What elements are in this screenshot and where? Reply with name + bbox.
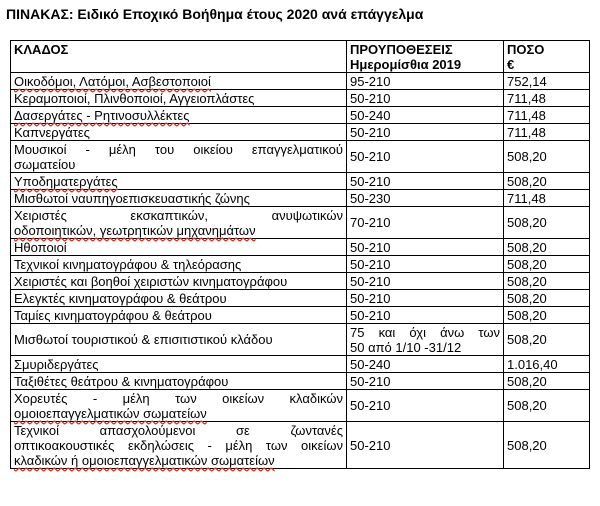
amount-cell: 1.016,40 — [504, 356, 590, 373]
sector-cell: Υποδηματεργάτες — [11, 173, 347, 190]
benefits-table — [10, 40, 590, 469]
conditions-cell: 50-210 — [347, 256, 504, 273]
table-row — [11, 356, 590, 373]
conditions-cell: 95-210 — [347, 73, 504, 90]
conditions-cell: 75 και όχι άνω των 50 από 1/10 -31/12 — [347, 324, 504, 356]
amount-cell: 508,20 — [504, 373, 590, 390]
table-header-row — [11, 41, 590, 73]
conditions-cell: 50-210 — [347, 90, 504, 107]
conditions-cell: 50-210 — [347, 141, 504, 173]
sector-cell: Μισθωτοί τουριστικού & επισιτιστικού κλάδου — [11, 324, 347, 356]
table-row — [11, 90, 590, 107]
amount-cell: 508,20 — [504, 307, 590, 324]
sector-cell: Οικοδόμοι, Λατόμοι, Ασβεστοποιοί — [11, 73, 347, 90]
sector-cell: Ταμίες κινηματογράφου & θεάτρου — [11, 307, 347, 324]
sector-cell: Ταξιθέτες θεάτρου & κινηματογράφου — [11, 373, 347, 390]
amount-cell: 508,20 — [504, 239, 590, 256]
conditions-cell: 50-210 — [347, 239, 504, 256]
amount-cell: 508,20 — [504, 324, 590, 356]
amount-cell: 508,20 — [504, 256, 590, 273]
sector-cell: Μουσικοί - μέλη του οικείου επαγγελματικού σωματείου — [11, 141, 347, 173]
table-row — [11, 256, 590, 273]
table-row — [11, 173, 590, 190]
amount-cell: 508,20 — [504, 173, 590, 190]
table-row — [11, 390, 590, 422]
conditions-cell: 50-230 — [347, 190, 504, 207]
sector-cell: Καπνεργάτες — [11, 124, 347, 141]
sector-cell: Ελεγκτές κινηματογράφου & θεάτρου — [11, 290, 347, 307]
table-row — [11, 107, 590, 124]
amount-cell: 711,48 — [504, 124, 590, 141]
table-row — [11, 207, 590, 239]
sector-cell: Χειριστές εκσκαπτικών, ανυψωτικών οδοποιητικών, γεωτρητικών μηχανημάτων — [11, 207, 347, 239]
table-row — [11, 290, 590, 307]
table-row — [11, 239, 590, 256]
sector-cell: Χειριστές και βοηθοί χειριστών κινηματογράφου — [11, 273, 347, 290]
amount-cell: 752,14 — [504, 73, 590, 90]
conditions-cell: 50-210 — [347, 290, 504, 307]
amount-cell: 508,20 — [504, 141, 590, 173]
amount-cell: 711,48 — [504, 90, 590, 107]
sector-cell: Σμυριδεργάτες — [11, 356, 347, 373]
amount-cell: 508,20 — [504, 390, 590, 422]
table-row — [11, 422, 590, 469]
conditions-cell: 70-210 — [347, 207, 504, 239]
document-title: ΠΙΝΑΚΑΣ: Ειδικό Εποχικό Βοήθημα έτους 2020 ανά επάγγελμα — [6, 6, 424, 22]
table-row — [11, 190, 590, 207]
table-row — [11, 307, 590, 324]
conditions-cell: 50-210 — [347, 422, 504, 469]
sector-cell: Χορευτές - μέλη των οικείων κλαδικών ομοιοεπαγγελματικών σωματείων — [11, 390, 347, 422]
conditions-cell: 50-210 — [347, 307, 504, 324]
header-amount: ΠΟΣΟ € — [504, 41, 590, 73]
table-row — [11, 73, 590, 90]
conditions-cell: 50-210 — [347, 173, 504, 190]
amount-cell: 508,20 — [504, 422, 590, 469]
sector-cell: Μισθωτοί ναυπηγοεπισκευαστικής ζώνης — [11, 190, 347, 207]
table-row — [11, 273, 590, 290]
sector-cell: Κεραμοποιοί, Πλινθοποιοί, Αγγειοπλάστες — [11, 90, 347, 107]
table-row — [11, 373, 590, 390]
amount-cell: 711,48 — [504, 190, 590, 207]
conditions-cell: 50-210 — [347, 373, 504, 390]
conditions-cell: 50-210 — [347, 390, 504, 422]
sector-cell: Ηθοποιοί — [11, 239, 347, 256]
amount-cell: 508,20 — [504, 207, 590, 239]
header-conditions: ΠΡΟΥΠΟΘΕΣΕΙΣ Ημερομίσθια 2019 — [347, 41, 504, 73]
table-row — [11, 324, 590, 356]
amount-cell: 508,20 — [504, 290, 590, 307]
table-row — [11, 141, 590, 173]
sector-cell: Τεχνικοί απασχολούμενοι σε ζωντανές οπτικοακουστικές εκδηλώσεις - μέλη των οικείων κλαδικών ή ομοιοεπαγγελματικών σωματείων — [11, 422, 347, 469]
sector-cell: Τεχνικοί κινηματογράφου & τηλεόρασης — [11, 256, 347, 273]
header-sector: ΚΛΑΔΟΣ — [11, 41, 347, 73]
amount-cell: 711,48 — [504, 107, 590, 124]
conditions-cell: 50-210 — [347, 124, 504, 141]
conditions-cell: 50-240 — [347, 356, 504, 373]
table-row — [11, 124, 590, 141]
conditions-cell: 50-210 — [347, 273, 504, 290]
sector-cell: Δασεργάτες - Ρητινοσυλλέκτες — [11, 107, 347, 124]
conditions-cell: 50-240 — [347, 107, 504, 124]
amount-cell: 508,20 — [504, 273, 590, 290]
